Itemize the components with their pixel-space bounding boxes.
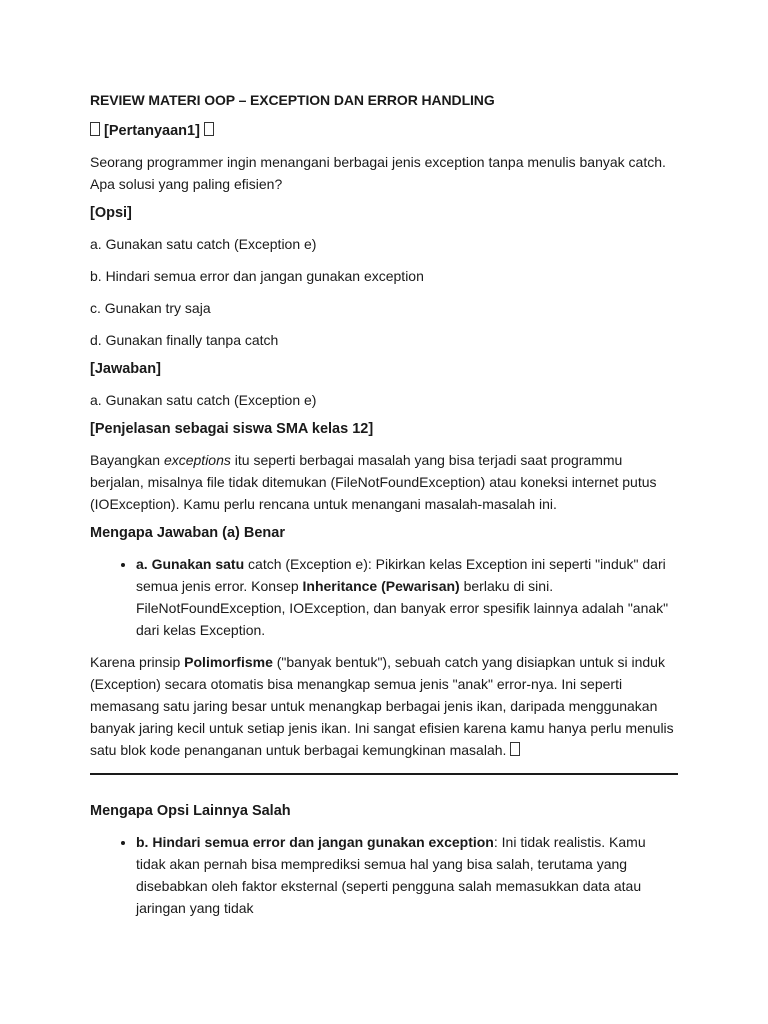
- question-text: Seorang programmer ingin menangani berbagai jenis exception tanpa menulis banyak catch. Apa solusi yang paling efisien?: [90, 154, 666, 192]
- polymorphism-paragraph: [90, 651, 678, 761]
- box-glyph-icon: [204, 122, 214, 136]
- answer-text: a. Gunakan satu catch (Exception e): [90, 392, 317, 408]
- box-glyph-icon: [90, 122, 100, 136]
- why-wrong-list: [90, 831, 678, 919]
- option-a: a. Gunakan satu catch (Exception e): [90, 236, 317, 252]
- question-heading: [90, 122, 678, 139]
- answer-heading: [Jawaban]: [90, 361, 161, 377]
- option-b: b. Hindari semua error dan jangan gunakan exception: [90, 268, 424, 284]
- poly-pre: Karena prinsip: [90, 654, 185, 670]
- explanation-heading: [Penjelasan sebagai siswa SMA kelas 12]: [90, 421, 374, 437]
- explanation-intro: [90, 449, 678, 515]
- bullet-b-text: : Ini tidak realistis. Kamu tidak akan pernah bisa memprediksi semua hal yang bisa salah, terutama yang disebabkan oleh faktor eksternal (seperti pengguna salah memasukkan data atau jaringan yang tidak: [136, 834, 646, 916]
- option-c: c. Gunakan try saja: [90, 300, 211, 316]
- box-glyph-icon: [510, 742, 520, 756]
- bullet-a-text1: catch (Exception e): Pikirkan kelas Exception ini seperti "induk" dari semua jenis error. Konsep: [136, 556, 666, 594]
- why-correct-heading: Mengapa Jawaban (a) Benar: [90, 525, 285, 541]
- list-item: [136, 553, 678, 641]
- bullet-b-bold: b. Hindari semua error dan jangan gunakan exception: [136, 834, 494, 850]
- bullet-a-text2: berlaku di sini. FileNotFoundException, IOException, dan banyak error spesifik lainnya adalah "anak" dari kelas Exception.: [136, 578, 669, 638]
- intro-pre: Bayangkan: [90, 452, 164, 468]
- intro-post: itu seperti berbagai masalah yang bisa terjadi saat programmu berjalan, misalnya file tidak ditemukan (FileNotFoundException) atau koneksi internet putus (IOException). Kamu perlu rencana untuk menangani masalah-masalah ini.: [90, 452, 657, 512]
- horizontal-divider: [90, 773, 678, 775]
- poly-bold: Polimorfisme: [184, 654, 273, 670]
- option-d: d. Gunakan finally tanpa catch: [90, 332, 279, 348]
- why-correct-list: [90, 553, 678, 641]
- why-wrong-heading: Mengapa Opsi Lainnya Salah: [90, 803, 291, 819]
- list-item: [136, 831, 678, 919]
- bullet-a-bold2: Inheritance (Pewarisan): [302, 578, 460, 594]
- bullet-a-bold1: a. Gunakan satu: [136, 556, 245, 572]
- poly-post: ("banyak bentuk"), sebuah catch yang disiapkan untuk si induk (Exception) secara otomatis bisa menangkap semua jenis "anak" error-nya. Ini seperti memasang satu jaring besar untuk menangkap berbagai jenis ikan, daripada menggunakan banyak jaring kecil untuk setiap jenis ikan. Ini sangat efisien karena kamu hanya perlu menulis satu blok kode penanganan untuk berbagai kemungkinan masalah.: [90, 654, 674, 758]
- options-heading: [Opsi]: [90, 205, 132, 221]
- question-tag: [Pertanyaan1]: [104, 123, 200, 139]
- document-title: REVIEW MATERI OOP – EXCEPTION DAN ERROR HANDLING: [90, 92, 495, 108]
- intro-em: exceptions: [163, 452, 231, 468]
